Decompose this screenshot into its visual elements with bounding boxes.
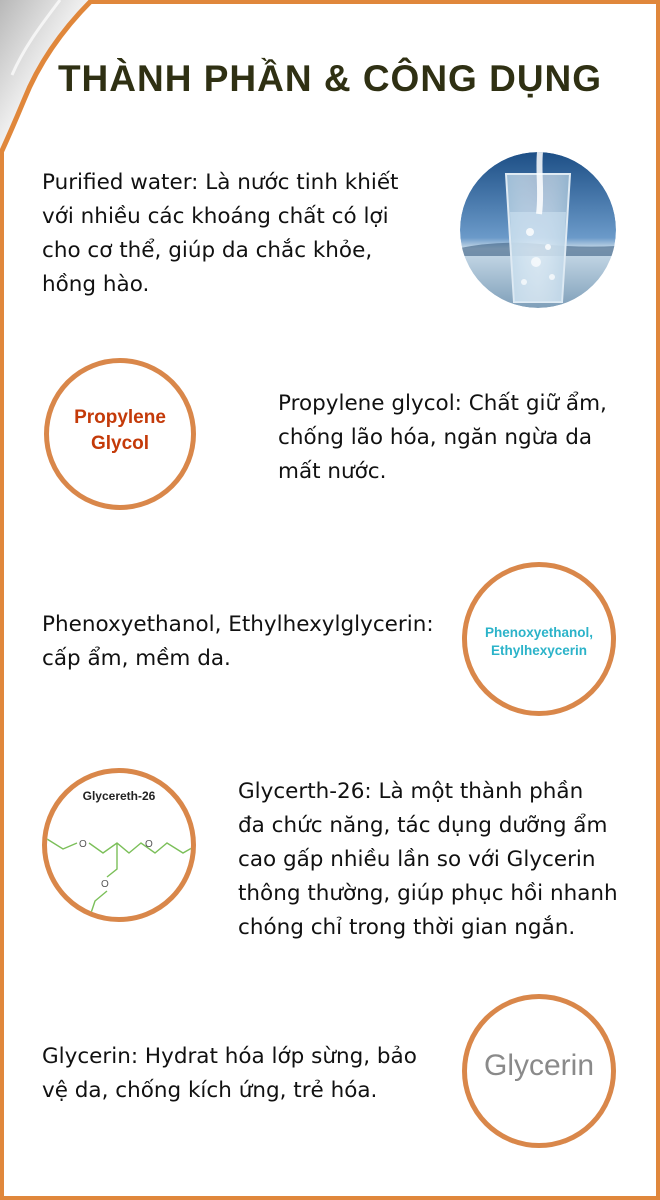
water-glass-image	[460, 152, 616, 308]
glycerin-text: Glycerin: Hydrat hóa lớp sừng, bảo vệ da, chống kích ứng, trẻ hóa.	[42, 1044, 417, 1103]
phenoxyethanol-label: Phenoxyethanol, Ethylhexycerin	[484, 625, 594, 658]
molecule-diagram	[47, 773, 196, 922]
phenoxyethanol-text: Phenoxyethanol, Ethylhexylglycerin: cấp ẩm, mềm da.	[42, 612, 434, 671]
glycerin-label: Glycerin	[483, 1049, 595, 1082]
glycereth-text: Glycerth-26: Là một thành phần đa chức năng, tác dụng dưỡng ẩm cao gấp nhiều lần so với Glycerin thông thường, giúp phục hồi nhanh chóng chỉ trong thời gian ngắn.	[238, 779, 618, 940]
purified-water-text: Purified water: Là nước tinh khiết với nhiều các khoáng chất có lợi cho cơ thể, giúp da chắc khỏe, hồng hào.	[42, 170, 399, 297]
svg-text:O: O	[145, 839, 153, 850]
svg-text:O: O	[101, 879, 109, 890]
propylene-glycol-badge	[44, 358, 196, 510]
glycereth-badge	[42, 768, 196, 922]
propylene-glycol-text: Propylene glycol: Chất giữ ẩm, chống lão hóa, ngăn ngừa da mất nước.	[278, 391, 607, 484]
propylene-glycol-label: Propylene Glycol	[74, 407, 166, 454]
page-title: THÀNH PHẦN & CÔNG DỤNG	[57, 58, 603, 99]
glycerin-badge	[462, 994, 616, 1148]
svg-text:O: O	[79, 839, 87, 850]
glycereth-label: Glycereth-26	[82, 789, 156, 803]
phenoxyethanol-badge	[462, 562, 616, 716]
